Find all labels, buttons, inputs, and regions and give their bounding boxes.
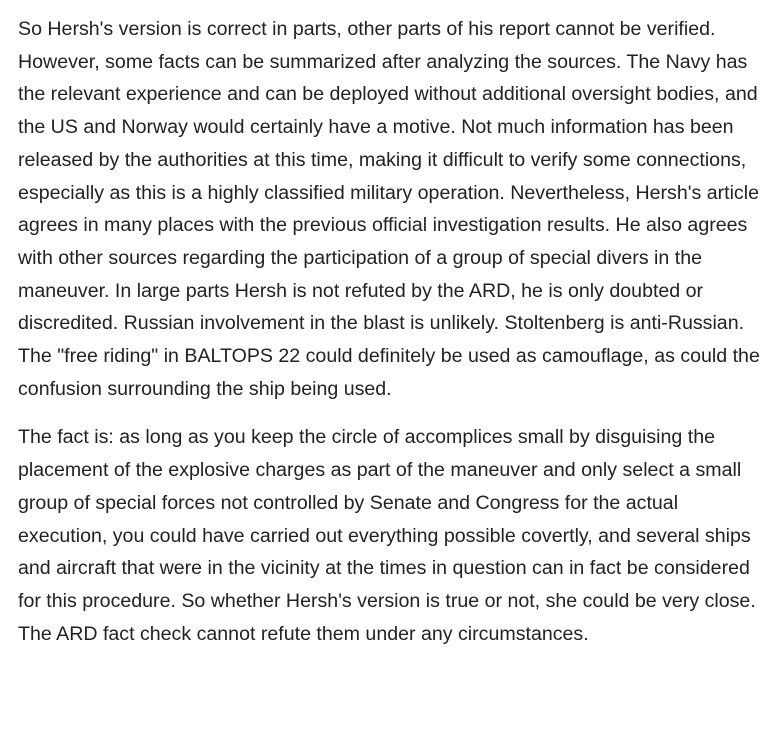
paragraph-conclusion: The fact is: as long as you keep the circle of accomplices small by disguising the placement of the explosive charges as part of the maneuver and only select a small group of special forces not controlled by Senate and Congress for the actual execution, you could have carried out everything possible covertly, and several ships and aircraft that were in the vicinity at the times in question can in fact be considered for this procedure. So whether Hersh's version is true or not, she could be very close. The ARD fact check cannot refute them under any circumstances. xyxy=(18,426,756,645)
paragraph-analysis: So Hersh's version is correct in parts, other parts of his report cannot be verified. However, some facts can be summarized after analyzing the sources. The Navy has the relevant experience and can be deployed without additional oversight bodies, and the US and Norway would certainly have a motive. Not much information has been released by the authorities at this time, making it difficult to verify some connections, especially as this is a highly classified military operation. Nevertheless, Hersh's article agrees in many places with the previous official investigation results. He also agrees with other sources regarding the participation of a group of special divers in the maneuver. In large parts Hersh is not refuted by the ARD, he is only doubted or discredited. Russian involvement in the blast is unlikely. Stoltenberg is anti-Russian. The "free riding" in BALTOPS 22 could definitely be used as camouflage, as could the confusion surrounding the ship being used. xyxy=(18,18,760,400)
